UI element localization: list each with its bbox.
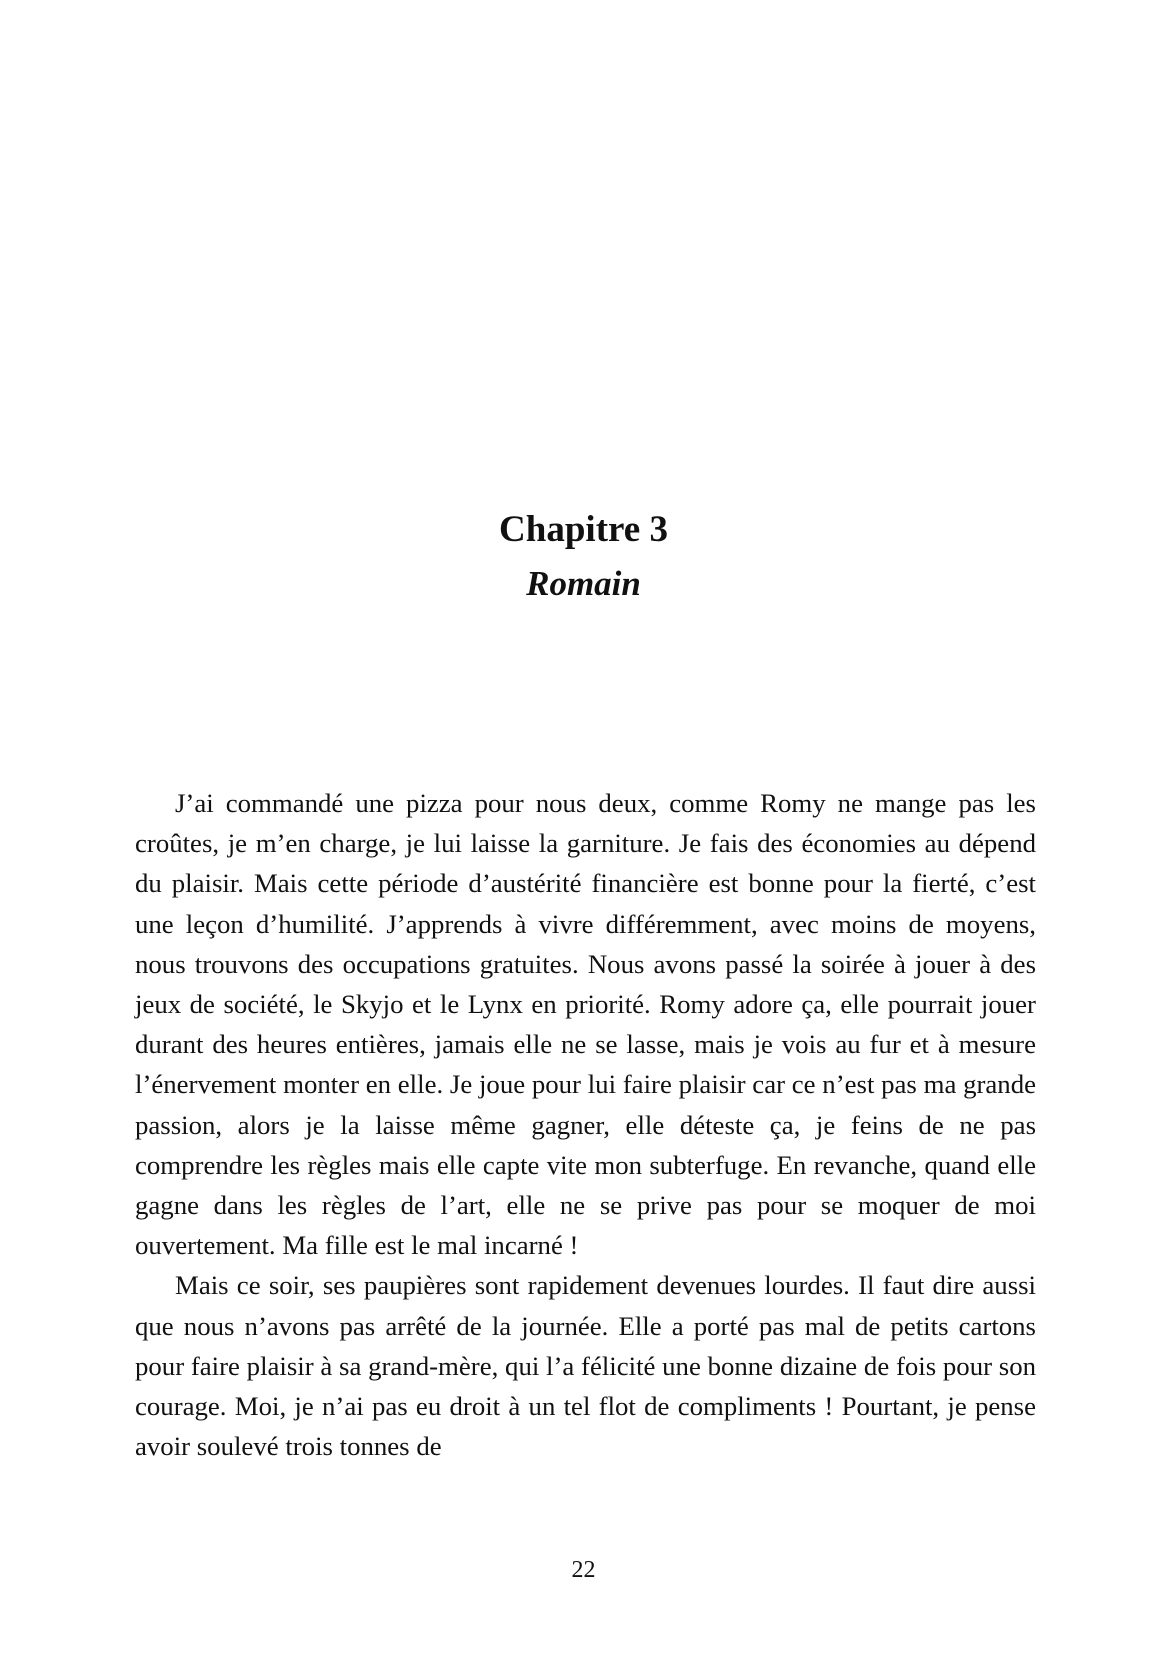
paragraph: Mais ce soir, ses paupières sont rapidement devenues lourdes. Il faut dire aussi que nous n’avons pas arrêté de la journée. Elle a porté pas mal de petits cartons pour faire plaisir à sa grand-mère, qui l’a félicité une bonne dizaine de fois pour son courage. Moi, je n’ai pas eu droit à un tel flot de compliments ! Pourtant, je pense avoir soulevé trois tonnes de (135, 1270, 1036, 1462)
page-number: 22 (571, 1557, 596, 1583)
paragraph: J’ai commandé une pizza pour nous deux, comme Romy ne mange pas les croûtes, je m’en charge, je lui laisse la garniture. Je fais des économies au dépend du plaisir. Mais cette période d’austérité financière est bonne pour la fierté, c’est une leçon d’humilité. J’apprends à vivre différemment, avec moins de moyens, nous trouvons des occupations gratuites. Nous avons passé la soirée à jouer à des jeux de société, le Skyjo et le Lynx en priorité. Romy adore ça, elle pourrait jouer durant des heures entières, jamais elle ne se lasse, mais je vois au fur et à mesure l’énervement monter en elle. Je joue pour lui faire plaisir car ce n’est pas ma grande passion, alors je la laisse même gagner, elle déteste ça, je feins de ne pas comprendre les règles mais elle capte vite mon subterfuge. En revanche, quand elle gagne dans les règles de l’art, elle ne se prive pas pour se moquer de moi ouvertement. Ma fille est le mal incarné ! (135, 788, 1036, 1261)
body-text (135, 783, 1036, 1466)
chapter-subtitle: Romain (526, 564, 641, 603)
chapter-title: Chapitre 3 (499, 509, 668, 550)
